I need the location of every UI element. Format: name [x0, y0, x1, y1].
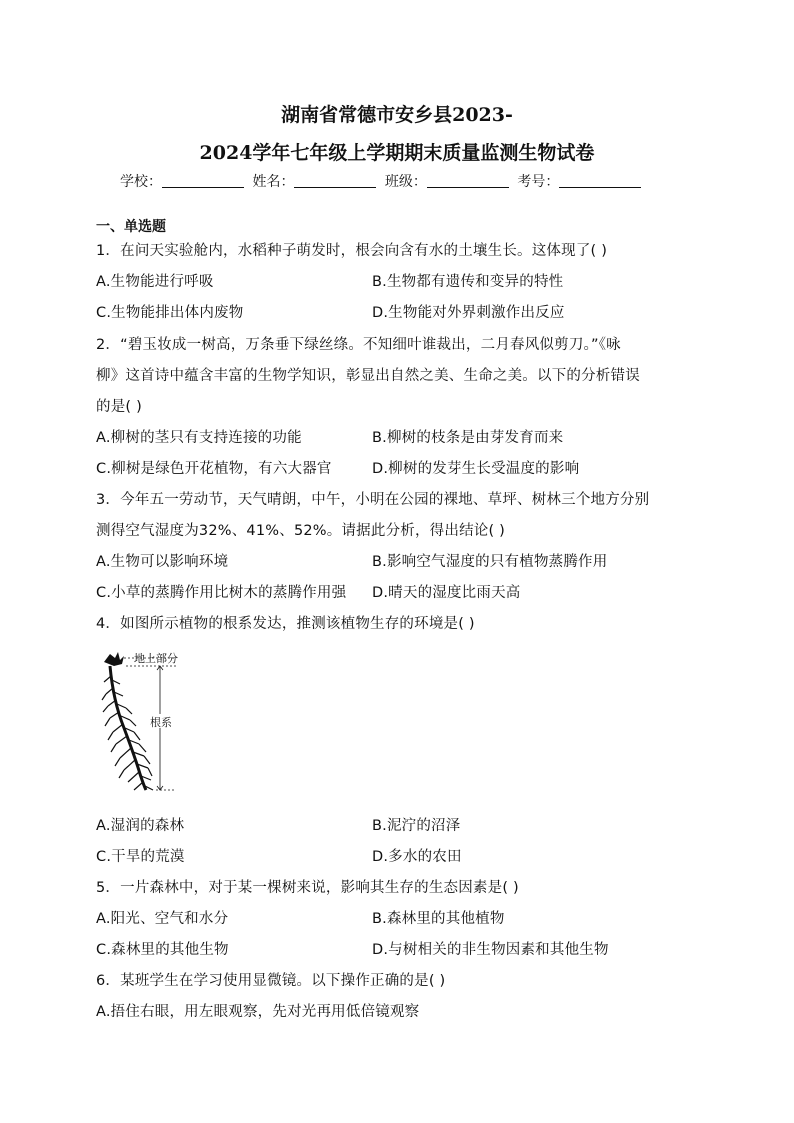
- q2-option-a[interactable]: A.柳树的茎只有支持连接的功能: [96, 430, 302, 446]
- root-label: 根系: [150, 716, 172, 729]
- q4-option-c[interactable]: C.干旱的荒漠: [96, 849, 185, 865]
- q1-stem: 1．在问天实验舱内，水稻种子萌发时，根会向含有水的土壤生长。这体现了( ): [96, 243, 608, 259]
- school-label: 学校：: [120, 174, 162, 190]
- q4-option-b[interactable]: B.泥泞的沼泽: [372, 818, 461, 834]
- q4-option-d[interactable]: D.多水的农田: [372, 849, 462, 865]
- exam-title-line1: 湖南省常德市安乡县2023-: [281, 104, 513, 126]
- q5-option-b[interactable]: B.森林里的其他植物: [372, 911, 505, 927]
- q3-option-a[interactable]: A.生物可以影响环境: [96, 554, 229, 570]
- q5-option-a[interactable]: A.阳光、空气和水分: [96, 911, 229, 927]
- q5-stem: 5．一片森林中，对于某一棵树来说，影响其生存的生态因素是( ): [96, 880, 519, 896]
- q2-option-d[interactable]: D.柳树的发芽生长受温度的影响: [372, 461, 580, 477]
- student-info-row: [120, 171, 645, 191]
- school-blank[interactable]: [162, 173, 244, 188]
- exam-no-label: 考号：: [517, 174, 560, 190]
- root-system-figure: [96, 648, 296, 798]
- q3-option-b[interactable]: B.影响空气湿度的只有植物蒸腾作用: [372, 554, 608, 570]
- q5-option-c[interactable]: C.森林里的其他生物: [96, 942, 229, 958]
- class-blank[interactable]: [427, 173, 509, 188]
- q2-option-b[interactable]: B.柳树的枝条是由芽发育而来: [372, 430, 564, 446]
- above-ground-label: 地上部分: [134, 652, 178, 665]
- q3-option-c[interactable]: C.小草的蒸腾作用比树木的蒸腾作用强: [96, 585, 347, 601]
- name-label: 姓名：: [252, 174, 295, 190]
- q3-stem-line1: 3．今年五一劳动节，天气晴朗，中午，小明在公园的裸地、草坪、树林三个地方分别: [96, 492, 650, 508]
- q6-stem: 6．某班学生在学习使用显微镜。以下操作正确的是( ): [96, 973, 446, 989]
- q3-stem-line2: 测得空气湿度为32%、41%、52%。请据此分析，得出结论( ): [96, 523, 506, 539]
- q2-stem-line2: 柳》这首诗中蕴含丰富的生物学知识，彰显出自然之美、生命之美。以下的分析错误: [96, 368, 640, 384]
- exam-no-blank[interactable]: [559, 173, 641, 188]
- q6-option-a[interactable]: A.捂住右眼，用左眼观察，先对光再用低倍镜观察: [96, 1004, 420, 1020]
- q1-option-d[interactable]: D.生物能对外界刺激作出反应: [372, 305, 565, 321]
- q4-option-a[interactable]: A.湿润的森林: [96, 818, 185, 834]
- q4-stem: 4．如图所示植物的根系发达，推测该植物生存的环境是( ): [96, 616, 475, 632]
- q2-stem-line1: 2．“碧玉妆成一树高，万条垂下绿丝绦。不知细叶谁裁出，二月春风似剪刀。”《咏: [96, 337, 621, 353]
- name-blank[interactable]: [294, 173, 376, 188]
- root-system-drawing: [96, 648, 296, 798]
- q2-stem-line3: 的是( ): [96, 399, 142, 415]
- q1-option-a[interactable]: A.生物能进行呼吸: [96, 274, 214, 290]
- section-heading: 一、单选题: [96, 219, 166, 235]
- exam-title-line2: 2024学年七年级上学期期末质量监测生物试卷: [199, 142, 595, 164]
- q5-option-d[interactable]: D.与树相关的非生物因素和其他生物: [372, 942, 609, 958]
- q1-option-b[interactable]: B.生物都有遗传和变异的特性: [372, 274, 564, 290]
- q2-option-c[interactable]: C.柳树是绿色开花植物，有六大器官: [96, 461, 332, 477]
- q1-option-c[interactable]: C.生物能排出体内废物: [96, 305, 244, 321]
- class-label: 班级：: [384, 174, 427, 190]
- q3-option-d[interactable]: D.晴天的湿度比雨天高: [372, 585, 521, 601]
